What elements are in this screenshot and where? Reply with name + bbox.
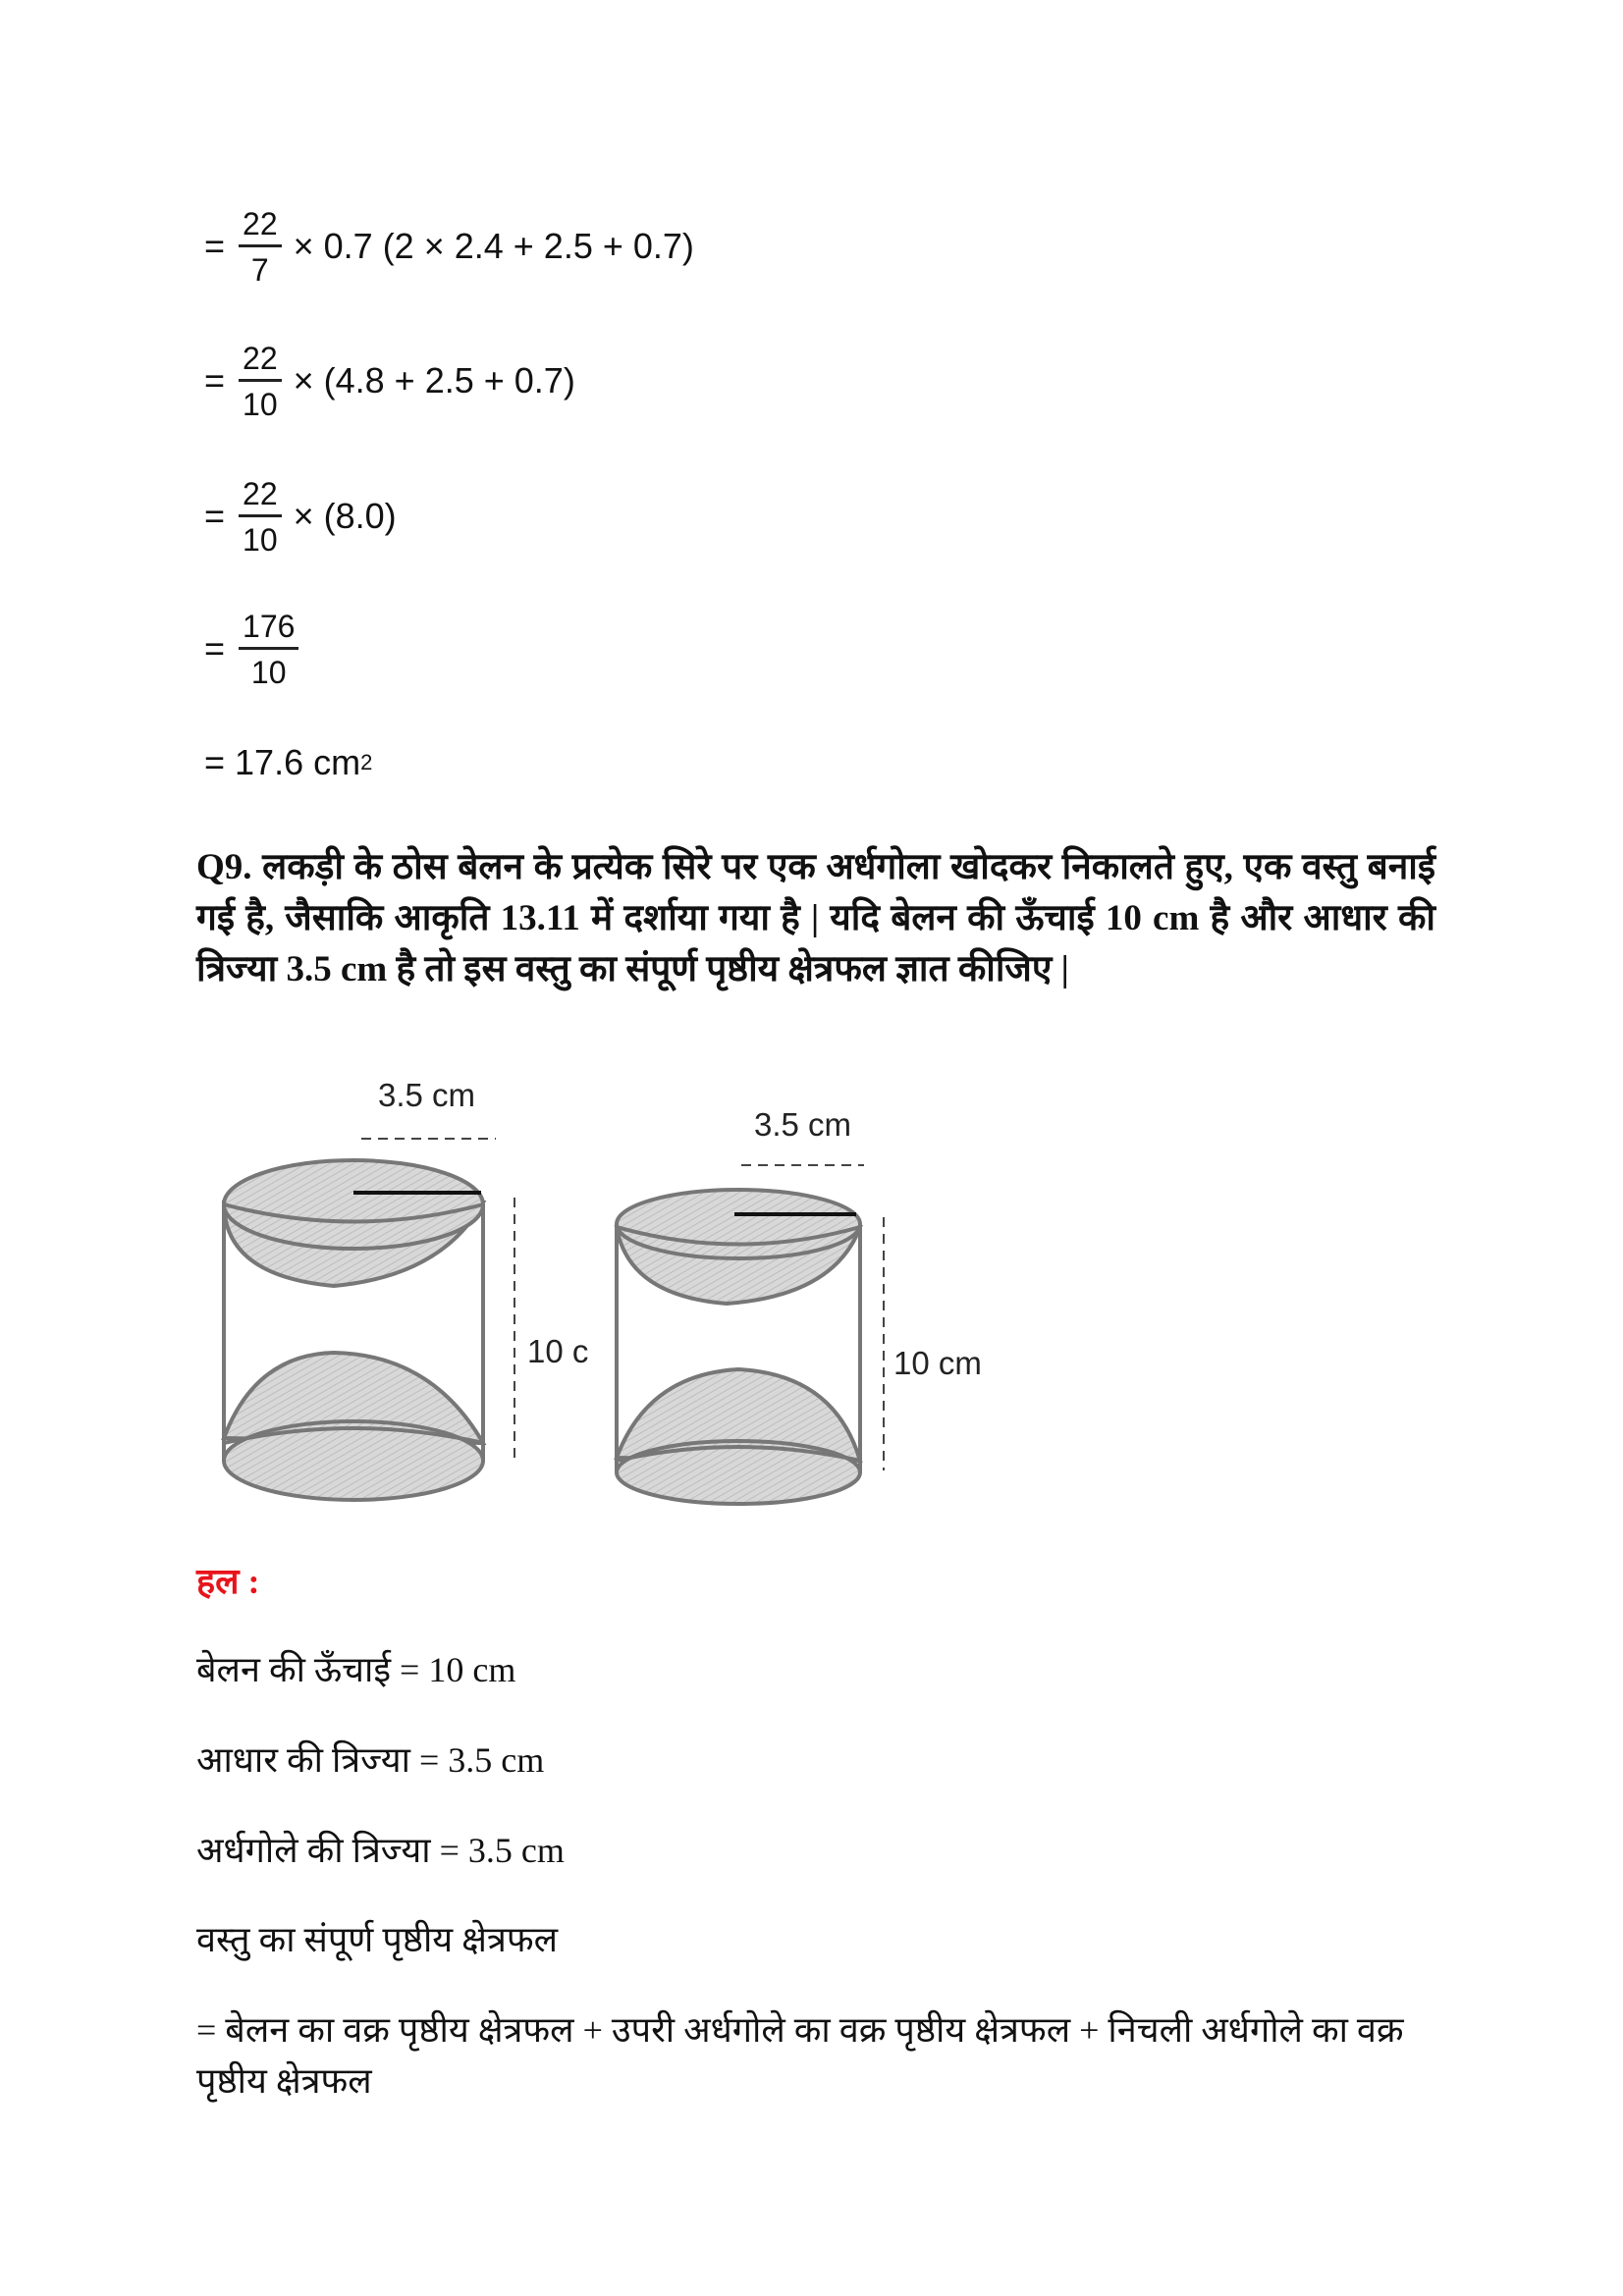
- solution-line: अर्धगोले की त्रिज्या = 3.5 cm: [196, 1831, 565, 1870]
- numerator: 22: [239, 207, 282, 247]
- denominator: 10: [250, 654, 287, 690]
- right-height-label: 10 cm: [893, 1345, 982, 1381]
- right-radius-label: 3.5 cm: [754, 1106, 852, 1143]
- equals-sign: =: [204, 360, 226, 400]
- equals-sign: =: [204, 226, 226, 266]
- result-exponent: 2: [360, 750, 373, 774]
- left-cylinder: [224, 1160, 483, 1500]
- denominator: 7: [250, 251, 269, 288]
- solution-line: बेलन की ऊँचाई = 10 cm: [196, 1650, 516, 1689]
- left-radius-label: 3.5 cm: [378, 1077, 476, 1113]
- expression: × 0.7 (2 × 2.4 + 2.5 + 0.7): [293, 226, 694, 266]
- solution-line: वस्तु का संपूर्ण पृष्ठीय क्षेत्रफल: [196, 1920, 559, 1959]
- expression: × (8.0): [293, 496, 397, 536]
- numerator: 176: [239, 610, 298, 650]
- equals-sign: =: [204, 628, 226, 668]
- numerator: 22: [239, 477, 282, 517]
- solution-line: आधार की त्रिज्या = 3.5 cm: [196, 1740, 545, 1780]
- denominator: 10: [243, 386, 278, 422]
- solution-line: = बेलन का वक्र पृष्ठीय क्षेत्रफल + उपरी अर्धगोले का वक्र पृष्ठीय क्षेत्रफल + निचली अर्धगोले का वक्र पृष्ठीय क्षेत्रफल: [196, 2010, 1404, 2101]
- result-text: = 17.6 cm: [204, 742, 361, 782]
- denominator: 10: [243, 521, 278, 558]
- solution-heading: हल :: [196, 1562, 260, 1601]
- numerator: 22: [239, 342, 282, 382]
- equals-sign: =: [204, 496, 226, 536]
- right-cylinder: [617, 1190, 860, 1504]
- question-text: Q9. लकड़ी के ठोस बेलन के प्रत्येक सिरे पर एक अर्धगोला खोदकर निकालते हुए, एक वस्तु बनाई गई है, जैसाकि आकृति 13.11 में दर्शाया गया है | यदि बेलन की ऊँचाई 10 cm है और आधार की त्रिज्या 3.5 cm है तो इस वस्तु का संपूर्ण पृष्ठीय क्षेत्रफल ज्ञात कीजिए |: [196, 847, 1435, 989]
- left-height-label: 10 c: [527, 1333, 589, 1369]
- expression: × (4.8 + 2.5 + 0.7): [293, 360, 575, 400]
